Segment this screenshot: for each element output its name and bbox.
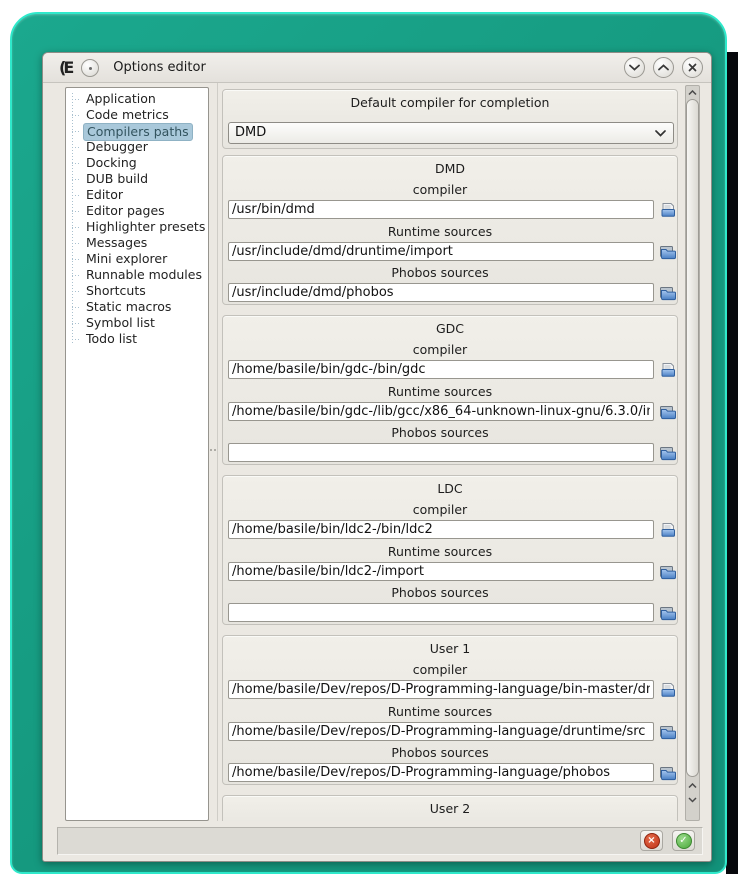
sidebar-item-symbol-list[interactable]	[66, 315, 208, 331]
chevron-up-icon	[658, 64, 669, 71]
field-label: compiler	[412, 342, 468, 357]
phobos-sources-input[interactable]	[228, 283, 654, 302]
group-ldc	[222, 475, 678, 625]
scroll-down-button[interactable]	[686, 794, 699, 806]
vertical-scrollbar[interactable]	[685, 85, 700, 821]
sidebar-item-dub-build[interactable]	[66, 171, 208, 187]
sidebar-item-label: Highlighter presets	[86, 219, 206, 234]
folder-icon	[659, 724, 677, 740]
sidebar-item-label: Docking	[86, 155, 137, 170]
browse-folder-button[interactable]	[659, 605, 677, 621]
group-user2	[222, 795, 678, 821]
cancel-icon: ×	[644, 833, 660, 849]
folder-icon	[659, 285, 677, 301]
browse-folder-button[interactable]	[659, 724, 677, 740]
chevron-down-icon	[688, 797, 697, 803]
runtime-sources-input[interactable]	[228, 242, 654, 261]
sidebar-item-application[interactable]	[66, 91, 208, 107]
sidebar-item-editor[interactable]	[66, 187, 208, 203]
compiler-path-input[interactable]	[228, 520, 654, 539]
group-user1	[222, 635, 678, 785]
sidebar-item-docking[interactable]	[66, 155, 208, 171]
sidebar-item-label: Static macros	[86, 299, 172, 314]
scroll-up-button[interactable]	[686, 87, 699, 99]
sidebar-item-static-macros[interactable]	[66, 299, 208, 315]
chevron-up-icon	[688, 90, 697, 96]
browse-folder-button[interactable]	[659, 244, 677, 260]
sidebar-item-debugger[interactable]	[66, 139, 208, 155]
file-icon	[659, 522, 677, 538]
category-list	[65, 87, 209, 821]
chevron-down-icon	[655, 129, 666, 137]
close-icon	[688, 63, 697, 72]
chevron-down-icon	[629, 64, 640, 71]
sidebar-item-label: Todo list	[86, 331, 138, 346]
scroll-up-button[interactable]	[686, 780, 699, 792]
browse-folder-button[interactable]	[659, 404, 677, 420]
runtime-sources-input[interactable]	[228, 722, 654, 741]
field-label: Runtime sources	[387, 704, 493, 719]
cancel-button[interactable]	[640, 830, 663, 851]
browse-file-button[interactable]	[659, 362, 677, 378]
field-label: Runtime sources	[387, 224, 493, 239]
titlebar	[43, 53, 711, 83]
sidebar-item-todo-list[interactable]	[66, 331, 208, 347]
footer-toolbar	[57, 827, 703, 855]
phobos-sources-input[interactable]	[228, 443, 654, 462]
sidebar-item-shortcuts[interactable]	[66, 283, 208, 299]
file-icon	[659, 202, 677, 218]
window-title: Options editor	[113, 60, 206, 75]
compiler-path-input[interactable]	[228, 680, 654, 699]
group-title: User 1	[429, 641, 471, 656]
shade-window-button[interactable]	[624, 57, 645, 78]
folder-icon	[659, 404, 677, 420]
window-menu-button[interactable]	[81, 59, 99, 77]
sidebar-item-label: Symbol list	[86, 315, 155, 330]
app-logo-icon: (E	[59, 58, 72, 77]
default-compiler-combobox[interactable]	[228, 122, 674, 144]
browse-file-button[interactable]	[659, 682, 677, 698]
group-title: User 2	[429, 801, 471, 816]
combobox-value: DMD	[235, 125, 267, 140]
file-icon	[659, 682, 677, 698]
field-label: Phobos sources	[391, 585, 489, 600]
sidebar-item-messages[interactable]	[66, 235, 208, 251]
field-label: Phobos sources	[391, 265, 489, 280]
options-editor-window	[42, 52, 712, 862]
close-window-button[interactable]	[682, 57, 703, 78]
field-label: Phobos sources	[391, 745, 489, 760]
group-title: LDC	[437, 481, 463, 496]
folder-icon	[659, 445, 677, 461]
runtime-sources-input[interactable]	[228, 402, 654, 421]
sidebar-item-label: Application	[86, 91, 156, 106]
sidebar-item-compilers-paths[interactable]	[66, 123, 208, 139]
desktop-background-strip	[726, 52, 738, 874]
field-label: compiler	[412, 182, 468, 197]
field-label: compiler	[412, 502, 468, 517]
window-controls	[624, 57, 703, 78]
folder-icon	[659, 244, 677, 260]
sidebar-item-label: DUB build	[86, 171, 149, 186]
browse-file-button[interactable]	[659, 202, 677, 218]
sidebar-item-label: Messages	[86, 235, 148, 250]
file-icon	[659, 362, 677, 378]
sidebar-item-label: Runnable modules	[86, 267, 202, 282]
group-title: Default compiler for completion	[350, 95, 550, 110]
accept-button[interactable]	[672, 830, 695, 851]
folder-icon	[659, 564, 677, 580]
group-default-compiler	[222, 89, 678, 149]
sidebar-item-label: Compilers paths	[83, 123, 193, 141]
sidebar-item-label: Editor pages	[86, 203, 165, 218]
compiler-path-input[interactable]	[228, 200, 654, 219]
folder-icon	[659, 765, 677, 781]
field-label: compiler	[412, 662, 468, 677]
category-tree	[66, 88, 208, 347]
field-label: Phobos sources	[391, 425, 489, 440]
sidebar-item-label: Debugger	[86, 139, 148, 154]
window-frame	[10, 12, 727, 874]
sidebar-item-editor-pages[interactable]	[66, 203, 208, 219]
sidebar-item-label: Code metrics	[86, 107, 169, 122]
browse-folder-button[interactable]	[659, 564, 677, 580]
browse-folder-button[interactable]	[659, 765, 677, 781]
compiler-path-input[interactable]	[228, 360, 654, 379]
sidebar-item-mini-explorer[interactable]	[66, 251, 208, 267]
field-label: Runtime sources	[387, 544, 493, 559]
chevron-up-icon	[688, 783, 697, 789]
browse-file-button[interactable]	[659, 522, 677, 538]
folder-icon	[659, 605, 677, 621]
group-title: DMD	[434, 161, 466, 176]
runtime-sources-input[interactable]	[228, 562, 654, 581]
unshade-window-button[interactable]	[653, 57, 674, 78]
group-dmd	[222, 155, 678, 305]
phobos-sources-input[interactable]	[228, 763, 654, 782]
accept-icon: ✓	[676, 833, 692, 849]
group-gdc	[222, 315, 678, 465]
options-scroll-panel	[217, 83, 683, 821]
sidebar-item-code-metrics[interactable]	[66, 107, 208, 123]
group-title: GDC	[435, 321, 465, 336]
field-label: Runtime sources	[387, 384, 493, 399]
browse-folder-button[interactable]	[659, 445, 677, 461]
sidebar-item-label: Shortcuts	[86, 283, 146, 298]
scrollbar-thumb[interactable]	[686, 99, 699, 777]
sidebar-item-label: Mini explorer	[86, 251, 168, 266]
phobos-sources-input[interactable]	[228, 603, 654, 622]
sidebar-item-highlighter-presets[interactable]	[66, 219, 208, 235]
sidebar-item-runnable-modules[interactable]	[66, 267, 208, 283]
sidebar-item-label: Editor	[86, 187, 123, 202]
browse-folder-button[interactable]	[659, 285, 677, 301]
